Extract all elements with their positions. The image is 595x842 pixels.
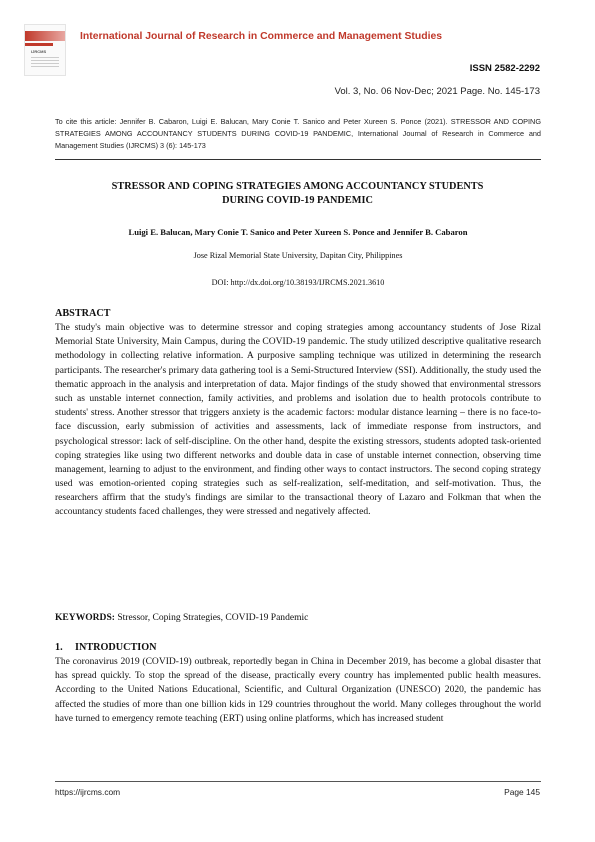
volume-info: Vol. 3, No. 06 Nov-Dec; 2021 Page. No. 145-173 xyxy=(334,86,540,97)
cover-text-lines xyxy=(31,57,59,69)
page-number: Page 145 xyxy=(504,787,540,797)
paper-title-line-2: DURING COVID-19 PANDEMIC xyxy=(222,195,373,206)
abstract-heading: ABSTRACT xyxy=(55,308,111,319)
cover-red-band xyxy=(25,31,65,41)
keywords xyxy=(55,612,541,623)
doi: DOI: http://dx.doi.org/10.38193/IJRCMS.2021.3610 xyxy=(211,278,385,287)
abstract-body: The study's main objective was to determine stressor and coping strategies among accountancy students of Jose Rizal Memorial State University, Main Campus, during the COVID-19 pandemic. The study utilized descriptive qualitative research methodology in collecting relative information. A purposive sampling technique was utilized in determining the research participants. The researcher's primary data gathering tool is a Semi-Structured Interview (SSI). Additionally, the study used the thematic approach in the analysis and interpretation of data. Major findings of the study showed that environmental stressors such as unstable internet connection, family activities, and problems and isolation due to health protocols contribute to students' stress. Another stressor that triggers anxiety is the academic factors: modular distance learning – there is no face-to-face discussion, early submission of activities and assessments, lack of immediate response from instructors, and psychological stressor: lack of self-discipline. On the other hand, despite the existing stressors, students adopted task-oriented coping strategies like using two different networks and double data in case of unstable internet connection, observing time management, learning to adjust to the environment, and finding other ways to contact instructors. The second coping strategy used was emotion-oriented coping strategies such as self-realization, self-meditation, and self-motivation. Thus, the researchers affirm that the study's findings are similar to the transactional theory of Lazaro and Folkman that when the accountancy students faced challenges, they were stressed and negatively affected. xyxy=(55,322,541,518)
paper-title xyxy=(70,180,525,208)
keywords-label: KEYWORDS: xyxy=(55,612,115,623)
affiliation: Jose Rizal Memorial State University, Dapitan City, Philippines xyxy=(193,251,403,260)
journal-cover-thumbnail xyxy=(24,24,66,76)
paper-title-line-1: STRESSOR AND COPING STRATEGIES AMONG ACCOUNTANCY STUDENTS xyxy=(111,181,484,192)
citation: To cite this article: Jennifer B. Cabaron, Luigi E. Balucan, Mary Conie T. Sanico and Peter Xureen S. Ponce (2021). STRESSOR AND COPING STRATEGIES AMONG ACCOUNTANCY STUDENTS DURING COVID-19 PANDEMIC, International Journal of Research in Commerce and Management Studies (IJRCMS) 3 (6): 145-173 xyxy=(55,117,541,151)
cover-red-stripe xyxy=(25,43,53,46)
issn: ISSN 2582-2292 xyxy=(469,63,540,74)
authors: Luigi E. Balucan, Mary Conie T. Sanico and Peter Xureen S. Ponce and Jennifer B. Cabaron xyxy=(128,227,468,237)
footer-url: https://ijrcms.com xyxy=(55,787,121,797)
section-number: 1. xyxy=(55,642,63,653)
introduction-body: The coronavirus 2019 (COVID-19) outbreak, reportedly began in China in December 2019, has become a global disaster that has spread quickly. To stop the spread of the disease, practically every country has implemented public health measures. According to the United Nations Educational, Scientific, and Cultural Organization (UNESCO) 2020, the pandemic has affected the studies of more than one billion kids in 129 countries throughout the world. Many colleges throughout the world have turned to emergency remote teaching (ERT) using online platforms, which has increased student xyxy=(55,656,541,724)
footer-divider xyxy=(55,781,541,782)
introduction-heading xyxy=(55,642,157,653)
header-divider xyxy=(55,159,541,160)
keywords-text: Stressor, Coping Strategies, COVID-19 Pandemic xyxy=(117,612,309,623)
cover-logo-text: IJRCMS xyxy=(31,49,47,54)
journal-title: International Journal of Research in Commerce and Management Studies xyxy=(80,31,443,42)
section-title: INTRODUCTION xyxy=(75,642,157,653)
